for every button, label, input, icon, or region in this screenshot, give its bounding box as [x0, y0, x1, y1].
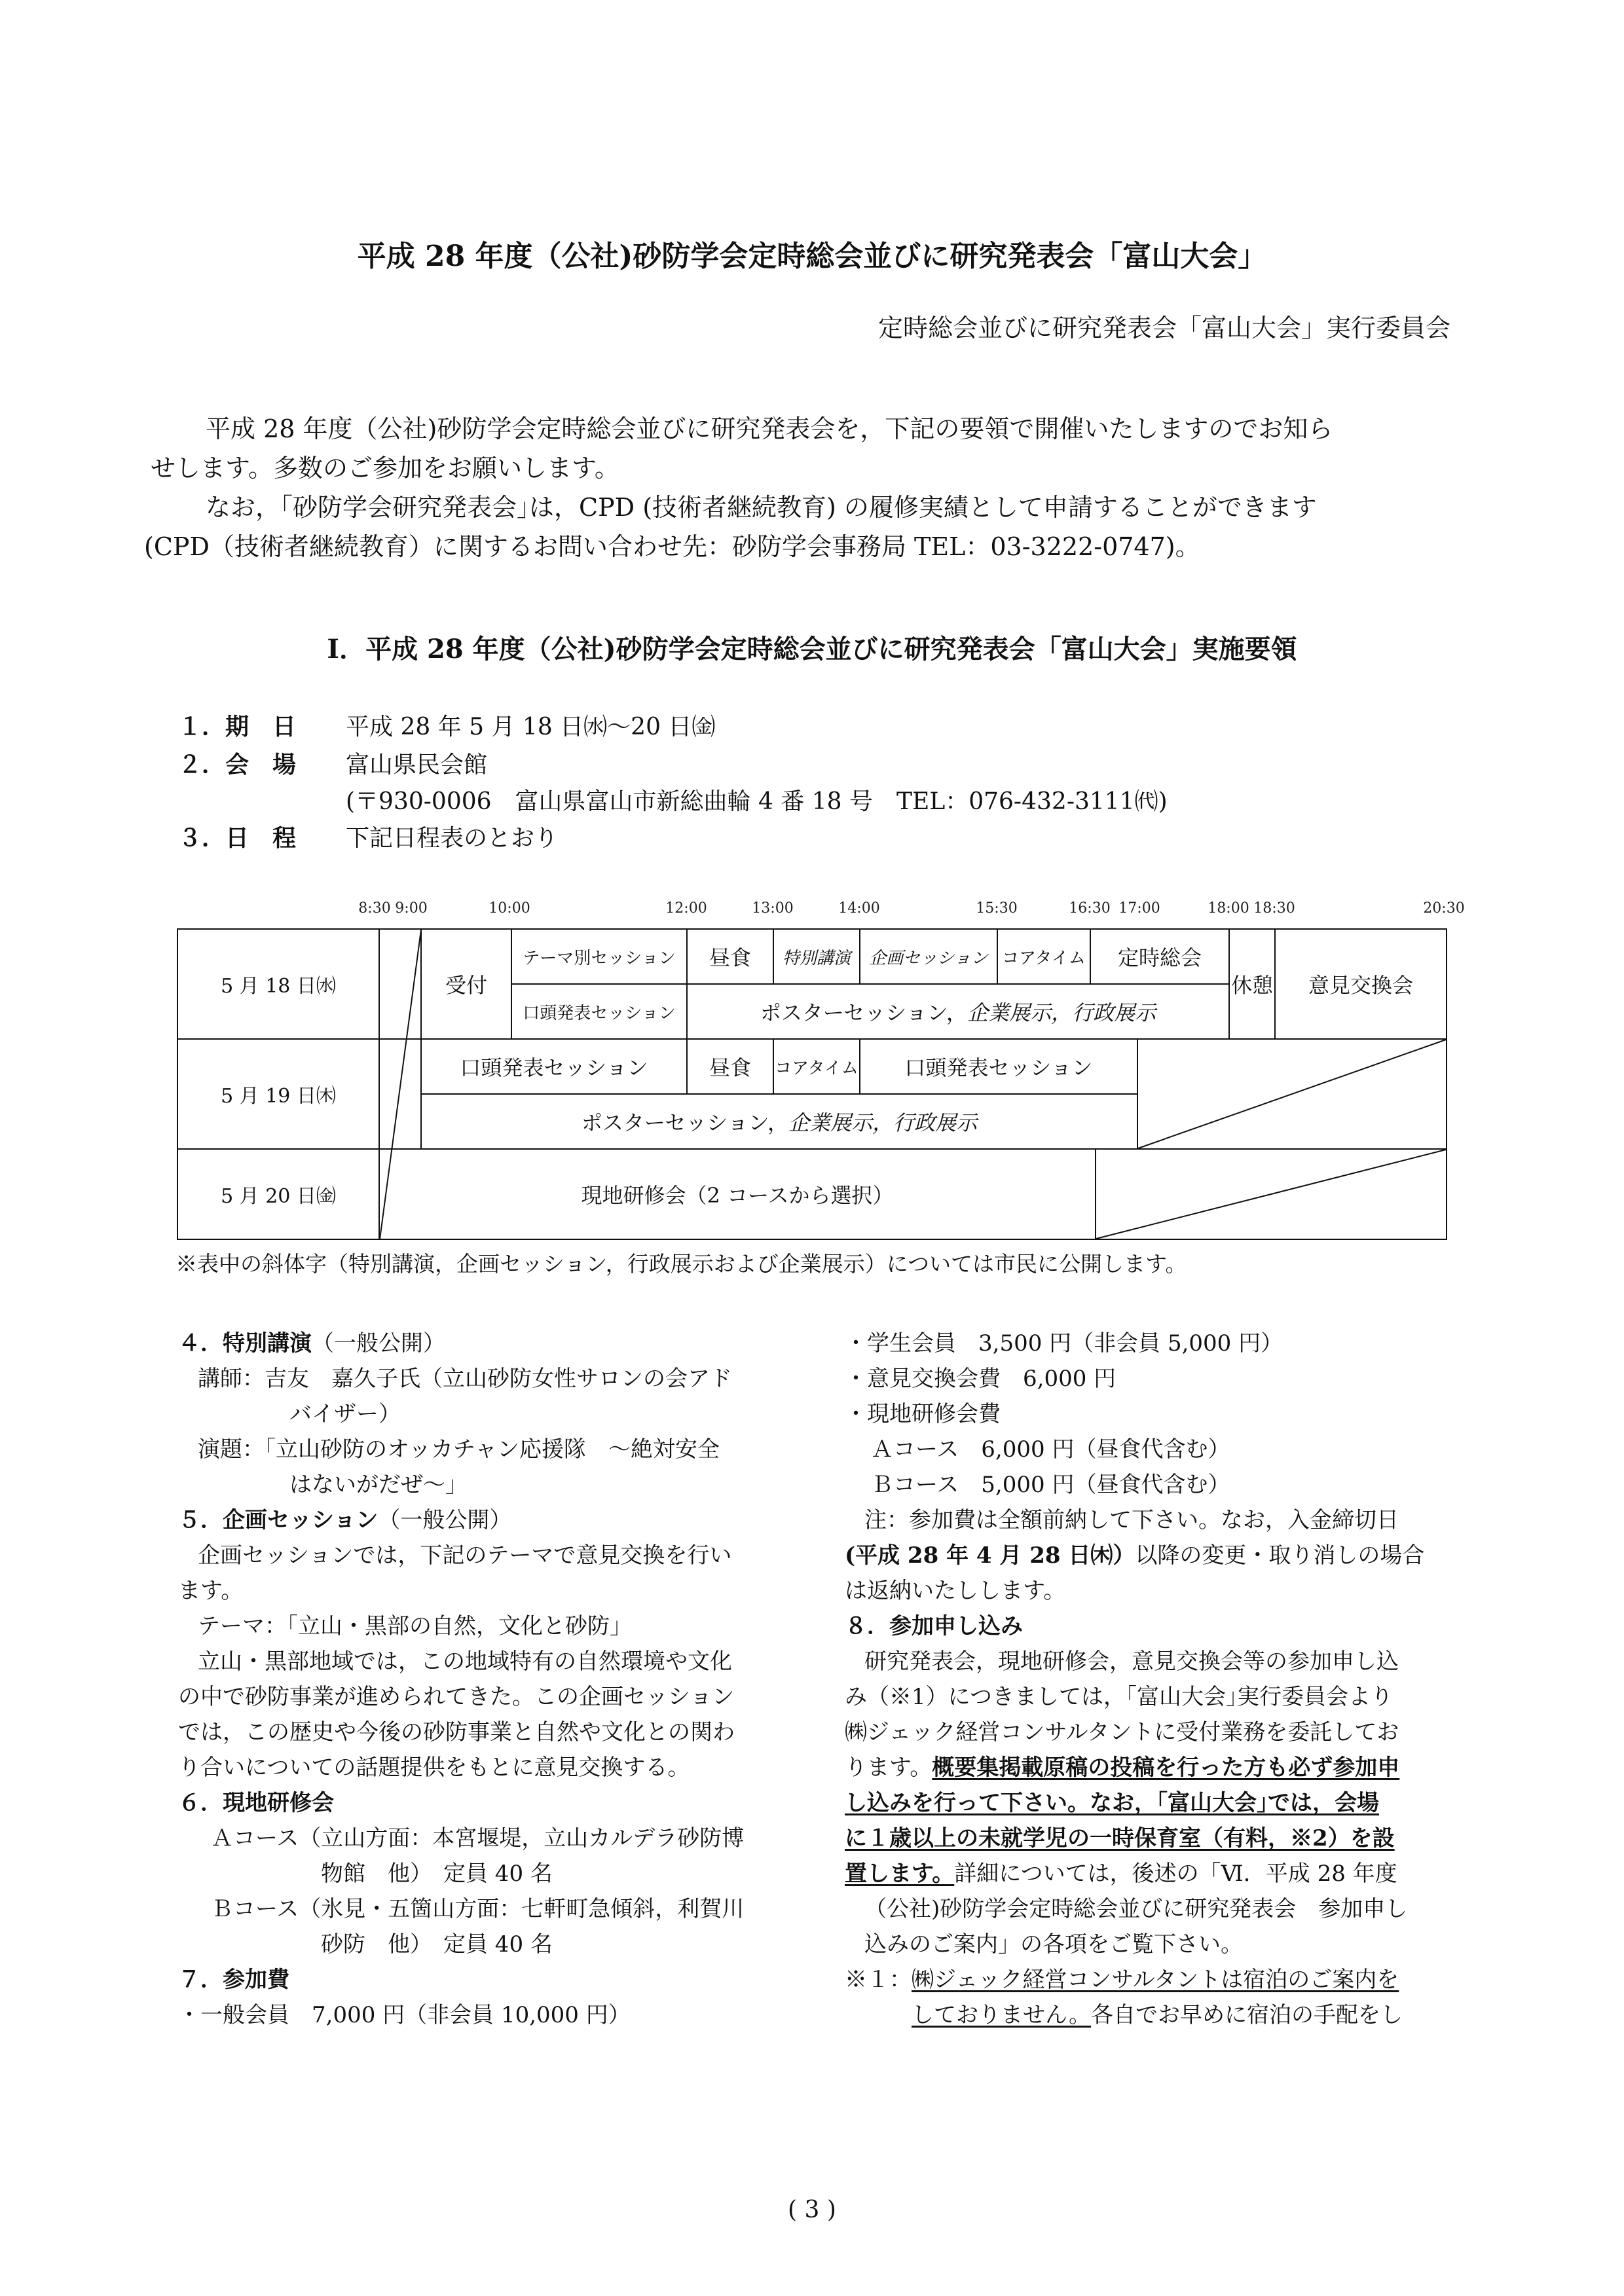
- time-tick: 15:30: [976, 900, 1018, 917]
- emphasis-line: に１歳以上の未就学児の一時保育室（有料，※2）を設: [845, 1825, 1395, 1851]
- intro-line: なお，｢砂防学会研究発表会｣は，CPD (技術者継続教育) の履修実績として申請することができます: [206, 493, 1317, 522]
- section-5-heading: [178, 1503, 794, 1538]
- underlined-text: ㈱ジェック経営コンサルタントは宿泊のご案内を: [912, 1967, 1399, 1993]
- day1-special-lecture: 特別講演: [773, 928, 860, 985]
- text-line: Ａコース（立山方面：本宮堰堤，立山カルデラ砂防博: [211, 1825, 745, 1851]
- text-line: ・一般会員 7,000 円（非会員 10,000 円）: [178, 2002, 631, 2028]
- day1-exchange: 意見交換会: [1274, 928, 1447, 1040]
- info-venue-address: (〒930-0006 富山県富山市新総曲輪 4 番 18 号 TEL：076-432-3111㈹): [346, 788, 1168, 815]
- exhibit-label: 企業展示，: [967, 1000, 1073, 1025]
- text-line: 物館 他） 定員 40 名: [321, 1861, 553, 1887]
- day2-date: 5 月 19 日㈭: [177, 1038, 380, 1150]
- text-line: の中で砂防事業が進められてきた。この企画セッション: [178, 1684, 735, 1710]
- intro-line: (CPD（技術者継続教育）に関するお問い合わせ先：砂防学会事務局 TEL：03-3222-0747)。: [144, 532, 1200, 561]
- day1-date: 5 月 18 日㈬: [177, 928, 380, 1040]
- section-6-heading: ６．現地研修会: [178, 1790, 334, 1816]
- time-tick: 13:00: [752, 900, 794, 917]
- text-line: バイザー）: [289, 1401, 401, 1427]
- day2-empty: [1137, 1038, 1447, 1150]
- time-tick: 10:00: [489, 900, 530, 917]
- text-line: ・学生会員 3,500 円（非会員 5,000 円）: [845, 1330, 1283, 1357]
- page-number: ( 3 ): [788, 2196, 836, 2223]
- document-title: 平成 28 年度（公社)砂防学会定時総会並びに研究発表会「富山大会」: [357, 240, 1267, 273]
- day1-reception: 受付: [420, 928, 512, 1040]
- text-line: テーマ：｢立山・黒部の自然，文化と砂防｣: [198, 1613, 621, 1639]
- text-line: Ｂコース（氷見・五箇山方面：七軒町急傾斜，利賀川: [211, 1896, 745, 1922]
- section-title: ４．特別講演: [178, 1330, 312, 1357]
- section-heading: Ⅰ．平成 28 年度（公社)砂防学会定時総会並びに研究発表会「富山大会」実施要領: [327, 634, 1297, 665]
- info-venue: [178, 746, 487, 780]
- intro-line: せします。多数のご参加をお願いします。: [151, 454, 619, 483]
- text-line: [845, 1997, 1467, 2033]
- text-line: では，この歴史や今後の砂防事業と自然や文化との関わ: [178, 1719, 735, 1745]
- text-fragment: 詳細については，後述の「Ⅵ．平成 28 年度: [954, 1861, 1397, 1887]
- text-line: 企画セッションでは，下記のテーマで意見交換を行い: [198, 1542, 732, 1569]
- day1-poster-exhibit: [686, 983, 1230, 1040]
- section-title: ５．企画セッション: [178, 1507, 378, 1533]
- text-line: （公社)砂防学会定時総会並びに研究発表会 参加申し: [864, 1896, 1408, 1922]
- deadline-text: (平成 28 年 4 月 28 日㈭）: [845, 1542, 1135, 1569]
- day1-oral-session: 口頭発表セッション: [511, 983, 688, 1040]
- right-column: [845, 1326, 1467, 2033]
- info-label: １．期 日: [178, 713, 297, 740]
- text-line: り合いについての話題提供をもとに意見交換する。: [178, 1755, 690, 1781]
- text-line: 研究発表会，現地研修会，意見交換会等の参加申し込: [864, 1649, 1399, 1675]
- time-tick: 12:00: [665, 900, 707, 917]
- day1-planning-session: 企画セッション: [859, 928, 998, 985]
- poster-label: ポスターセッション，: [760, 1000, 968, 1025]
- info-label: ２．会 場: [178, 751, 297, 778]
- emphasis-text: 概要集掲載原稿の投稿を行った方も必ず参加申: [932, 1755, 1400, 1781]
- section-suffix: （一般公開）: [378, 1507, 512, 1533]
- time-tick: 18:00: [1208, 900, 1249, 917]
- section-7-heading: ７．参加費: [178, 1967, 289, 1993]
- info-value: 平成 28 年 5 月 18 日㈬～20 日㈮: [346, 714, 716, 740]
- text-fragment: 各自でお早めに宿泊の手配をし: [1091, 2002, 1403, 2028]
- info-label: ３．日 程: [178, 824, 297, 852]
- section-4-heading: [178, 1326, 794, 1361]
- time-tick: 18:30: [1253, 900, 1295, 917]
- text-line: [845, 1856, 1467, 1891]
- section-suffix: （一般公開）: [312, 1330, 445, 1357]
- text-line: [845, 1962, 1467, 1997]
- time-tick: 14:00: [838, 900, 880, 917]
- text-line: 演題：｢立山砂防のオッカチャン応援隊 ～絶対安全: [198, 1436, 720, 1463]
- time-tick: 9:00: [395, 900, 428, 917]
- underlined-text: しておりません。: [912, 2002, 1092, 2028]
- text-fragment: 以降の変更・取り消しの場合: [1135, 1542, 1425, 1569]
- info-value: 富山県民会館: [346, 752, 488, 778]
- text-line: はないがだぜ～｣: [289, 1472, 456, 1498]
- info-date: [178, 708, 715, 742]
- poster-label: ポスターセッション，: [581, 1110, 789, 1135]
- day1-break: 休憩: [1228, 928, 1276, 1040]
- day2-oral-session-pm: 口頭発表セッション: [859, 1038, 1138, 1095]
- text-line: Ａコース 6,000 円（昼食代含む）: [871, 1436, 1230, 1463]
- footnote-marker: ※１：: [845, 1967, 912, 1993]
- day2-core-time: コアタイム: [773, 1038, 860, 1095]
- intro-paragraph-1: [151, 409, 1455, 488]
- day3-empty: [1095, 1148, 1447, 1240]
- schedule-note: ※表中の斜体字（特別講演，企画セッション，行政展示および企業展示）については市民に公開します。: [175, 1251, 1187, 1277]
- text-line: [845, 1750, 1467, 1785]
- time-tick: 8:30: [358, 900, 391, 917]
- left-column: [178, 1326, 794, 2033]
- text-line: は返納いたしします。: [845, 1578, 1066, 1604]
- text-line: ・意見交換会費 6,000 円: [845, 1366, 1116, 1392]
- text-line: [845, 1538, 1467, 1573]
- text-line: ます。: [178, 1578, 244, 1604]
- text-line: み（※1）につきましては，｢富山大会｣実行委員会より: [845, 1684, 1393, 1710]
- text-line: 込みのご案内」の各項をご覧下さい。: [864, 1931, 1243, 1958]
- committee-name: 定時総会並びに研究発表会「富山大会」実行委員会: [877, 314, 1450, 342]
- text-fragment: ります。: [845, 1755, 932, 1781]
- time-tick: 20:30: [1423, 900, 1465, 917]
- day1-lunch: 昼食: [686, 928, 774, 985]
- text-line: Ｂコース 5,000 円（昼食代含む）: [871, 1472, 1230, 1498]
- emphasis-line: し込みを行って下さい。なお，｢富山大会｣では，会場: [845, 1790, 1379, 1816]
- intro-paragraph-2: [144, 488, 1455, 566]
- day1-blank: [378, 928, 422, 1040]
- day1-core-time: コアタイム: [997, 928, 1091, 985]
- section-8-heading: ８．参加申し込み: [845, 1613, 1023, 1639]
- admin-label: 行政展示: [1072, 1000, 1156, 1025]
- day2-blank: [378, 1038, 422, 1150]
- admin-label: 行政展示: [893, 1110, 978, 1135]
- text-line: 砂防 他） 定員 40 名: [321, 1931, 553, 1958]
- emphasis-text: 置します。: [845, 1861, 955, 1887]
- intro-line: 平成 28 年度（公社)砂防学会定時総会並びに研究発表会を，下記の要領で開催いたしますのでお知ら: [206, 414, 1333, 443]
- day3-field-trip: 現地研修会（2 コースから選択）: [378, 1148, 1096, 1240]
- day3-date: 5 月 20 日㈮: [177, 1148, 380, 1240]
- text-line: 講師：吉友 嘉久子氏（立山砂防女性サロンの会アド: [198, 1366, 732, 1392]
- day2-lunch: 昼食: [686, 1038, 774, 1095]
- day1-theme-session: テーマ別セッション: [511, 928, 688, 985]
- text-line: ・現地研修会費: [845, 1401, 1001, 1427]
- text-line: ㈱ジェック経営コンサルタントに受付業務を委託してお: [845, 1719, 1399, 1745]
- time-tick: 16:30: [1069, 900, 1111, 917]
- day2-oral-session-am: 口頭発表セッション: [420, 1038, 688, 1095]
- text-line: 注：参加費は全額前納して下さい。なお，入金締切日: [864, 1507, 1399, 1533]
- day1-general-meeting: 定時総会: [1090, 928, 1230, 985]
- day2-poster-exhibit: [420, 1093, 1138, 1150]
- text-line: 立山・黒部地域では，この地域特有の自然環境や文化: [198, 1649, 732, 1675]
- exhibit-label: 企業展示，: [788, 1110, 894, 1135]
- info-value: 下記日程表のとおり: [346, 825, 559, 852]
- time-tick: 17:00: [1118, 900, 1160, 917]
- info-schedule: [178, 820, 558, 853]
